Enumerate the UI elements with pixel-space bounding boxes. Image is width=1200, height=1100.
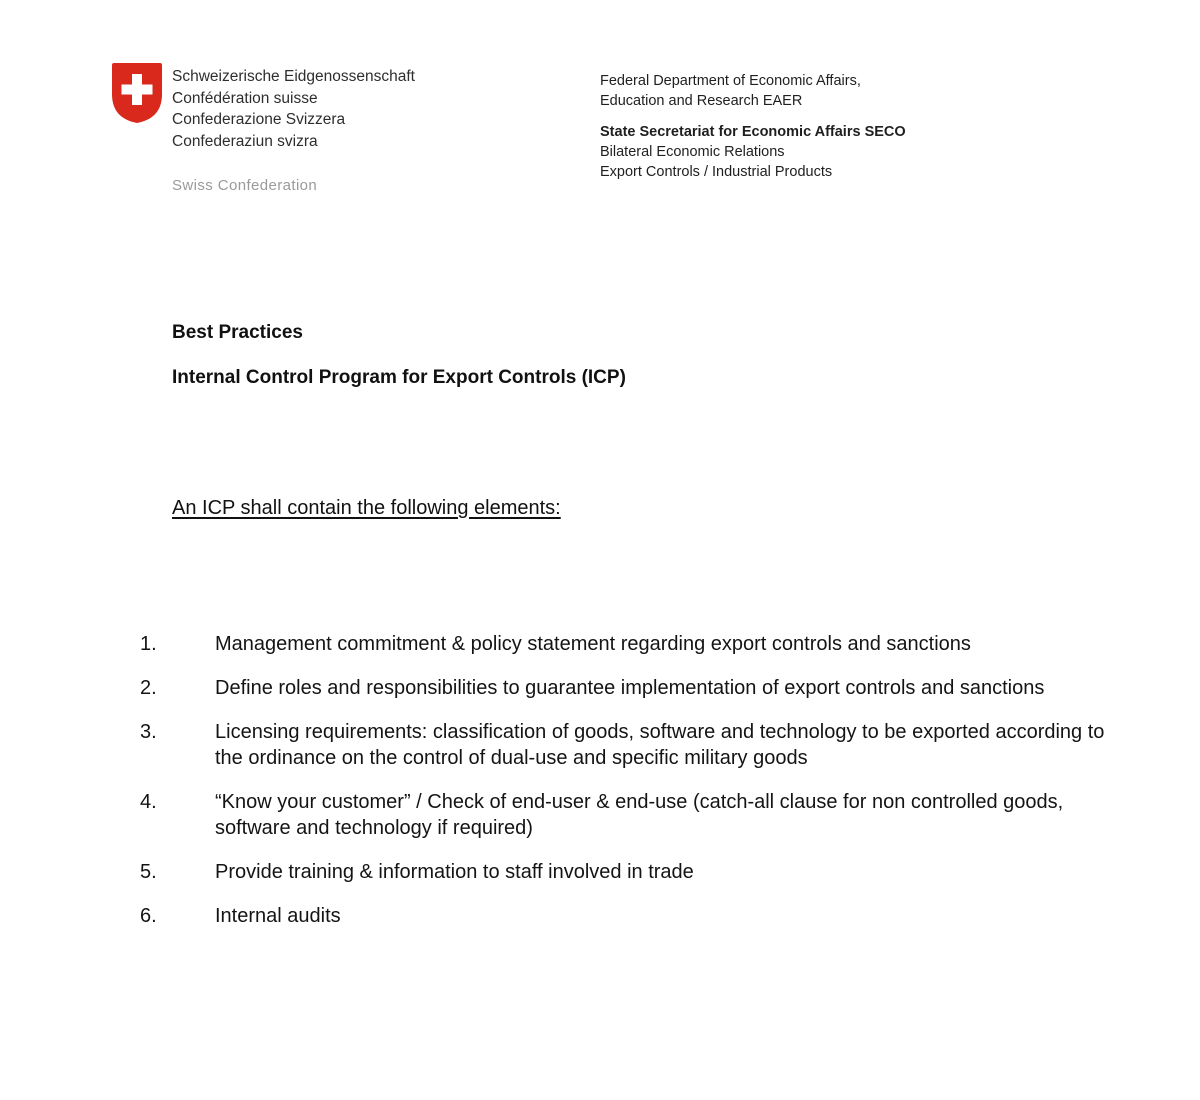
list-item-text: Licensing requirements: classification of goods, software and technology to be exported according to the ordinance on the control of dual-use and specific military goods bbox=[215, 721, 1105, 769]
list-item bbox=[140, 631, 1115, 657]
confederation-name-en: Swiss Confederation bbox=[172, 177, 318, 194]
division-name: Bilateral Economic Relations bbox=[600, 144, 785, 160]
section-heading: An ICP shall contain the following elements: bbox=[172, 497, 561, 519]
list-item bbox=[140, 789, 1115, 841]
secretariat-name: State Secretariat for Economic Affairs SECO bbox=[600, 124, 906, 140]
list-item-number: 6. bbox=[140, 905, 157, 927]
list-item bbox=[140, 859, 1115, 885]
department-line-2: Education and Research EAER bbox=[600, 93, 803, 109]
confederation-name-de: Schweizerische Eidgenossenschaft bbox=[172, 68, 415, 85]
confederation-name-it: Confederazione Svizzera bbox=[172, 111, 346, 128]
list-item-number: 4. bbox=[140, 791, 157, 813]
list-item-text: Provide training & information to staff involved in trade bbox=[215, 861, 694, 883]
list-item-text: Management commitment & policy statement regarding export controls and sanctions bbox=[215, 633, 971, 655]
document-title-line1: Best Practices bbox=[172, 322, 303, 343]
list-item-text: “Know your customer” / Check of end-user & end-use (catch-all clause for non controlled goods, software and technology if required) bbox=[215, 791, 1064, 839]
list-item-text: Define roles and responsibilities to guarantee implementation of export controls and sanctions bbox=[215, 677, 1045, 699]
icp-elements-list bbox=[140, 631, 1115, 947]
cross-horizontal-bar bbox=[122, 85, 153, 95]
department-line-1: Federal Department of Economic Affairs, bbox=[600, 73, 861, 89]
swiss-coat-of-arms-icon bbox=[112, 63, 162, 123]
list-item bbox=[140, 675, 1115, 701]
unit-name: Export Controls / Industrial Products bbox=[600, 164, 833, 180]
confederation-name-fr: Confédération suisse bbox=[172, 89, 318, 107]
list-item bbox=[140, 719, 1115, 771]
list-item-number: 5. bbox=[140, 861, 157, 883]
list-item-number: 1. bbox=[140, 633, 157, 655]
list-item-number: 3. bbox=[140, 721, 157, 743]
document-title-line2: Internal Control Program for Export Controls (ICP) bbox=[172, 367, 626, 388]
confederation-names bbox=[172, 66, 415, 152]
list-item-number: 2. bbox=[140, 677, 157, 699]
list-item-text: Internal audits bbox=[215, 905, 341, 927]
list-item bbox=[140, 903, 1115, 929]
department-block bbox=[600, 71, 906, 182]
confederation-name-rm: Confederaziun svizra bbox=[172, 132, 318, 150]
